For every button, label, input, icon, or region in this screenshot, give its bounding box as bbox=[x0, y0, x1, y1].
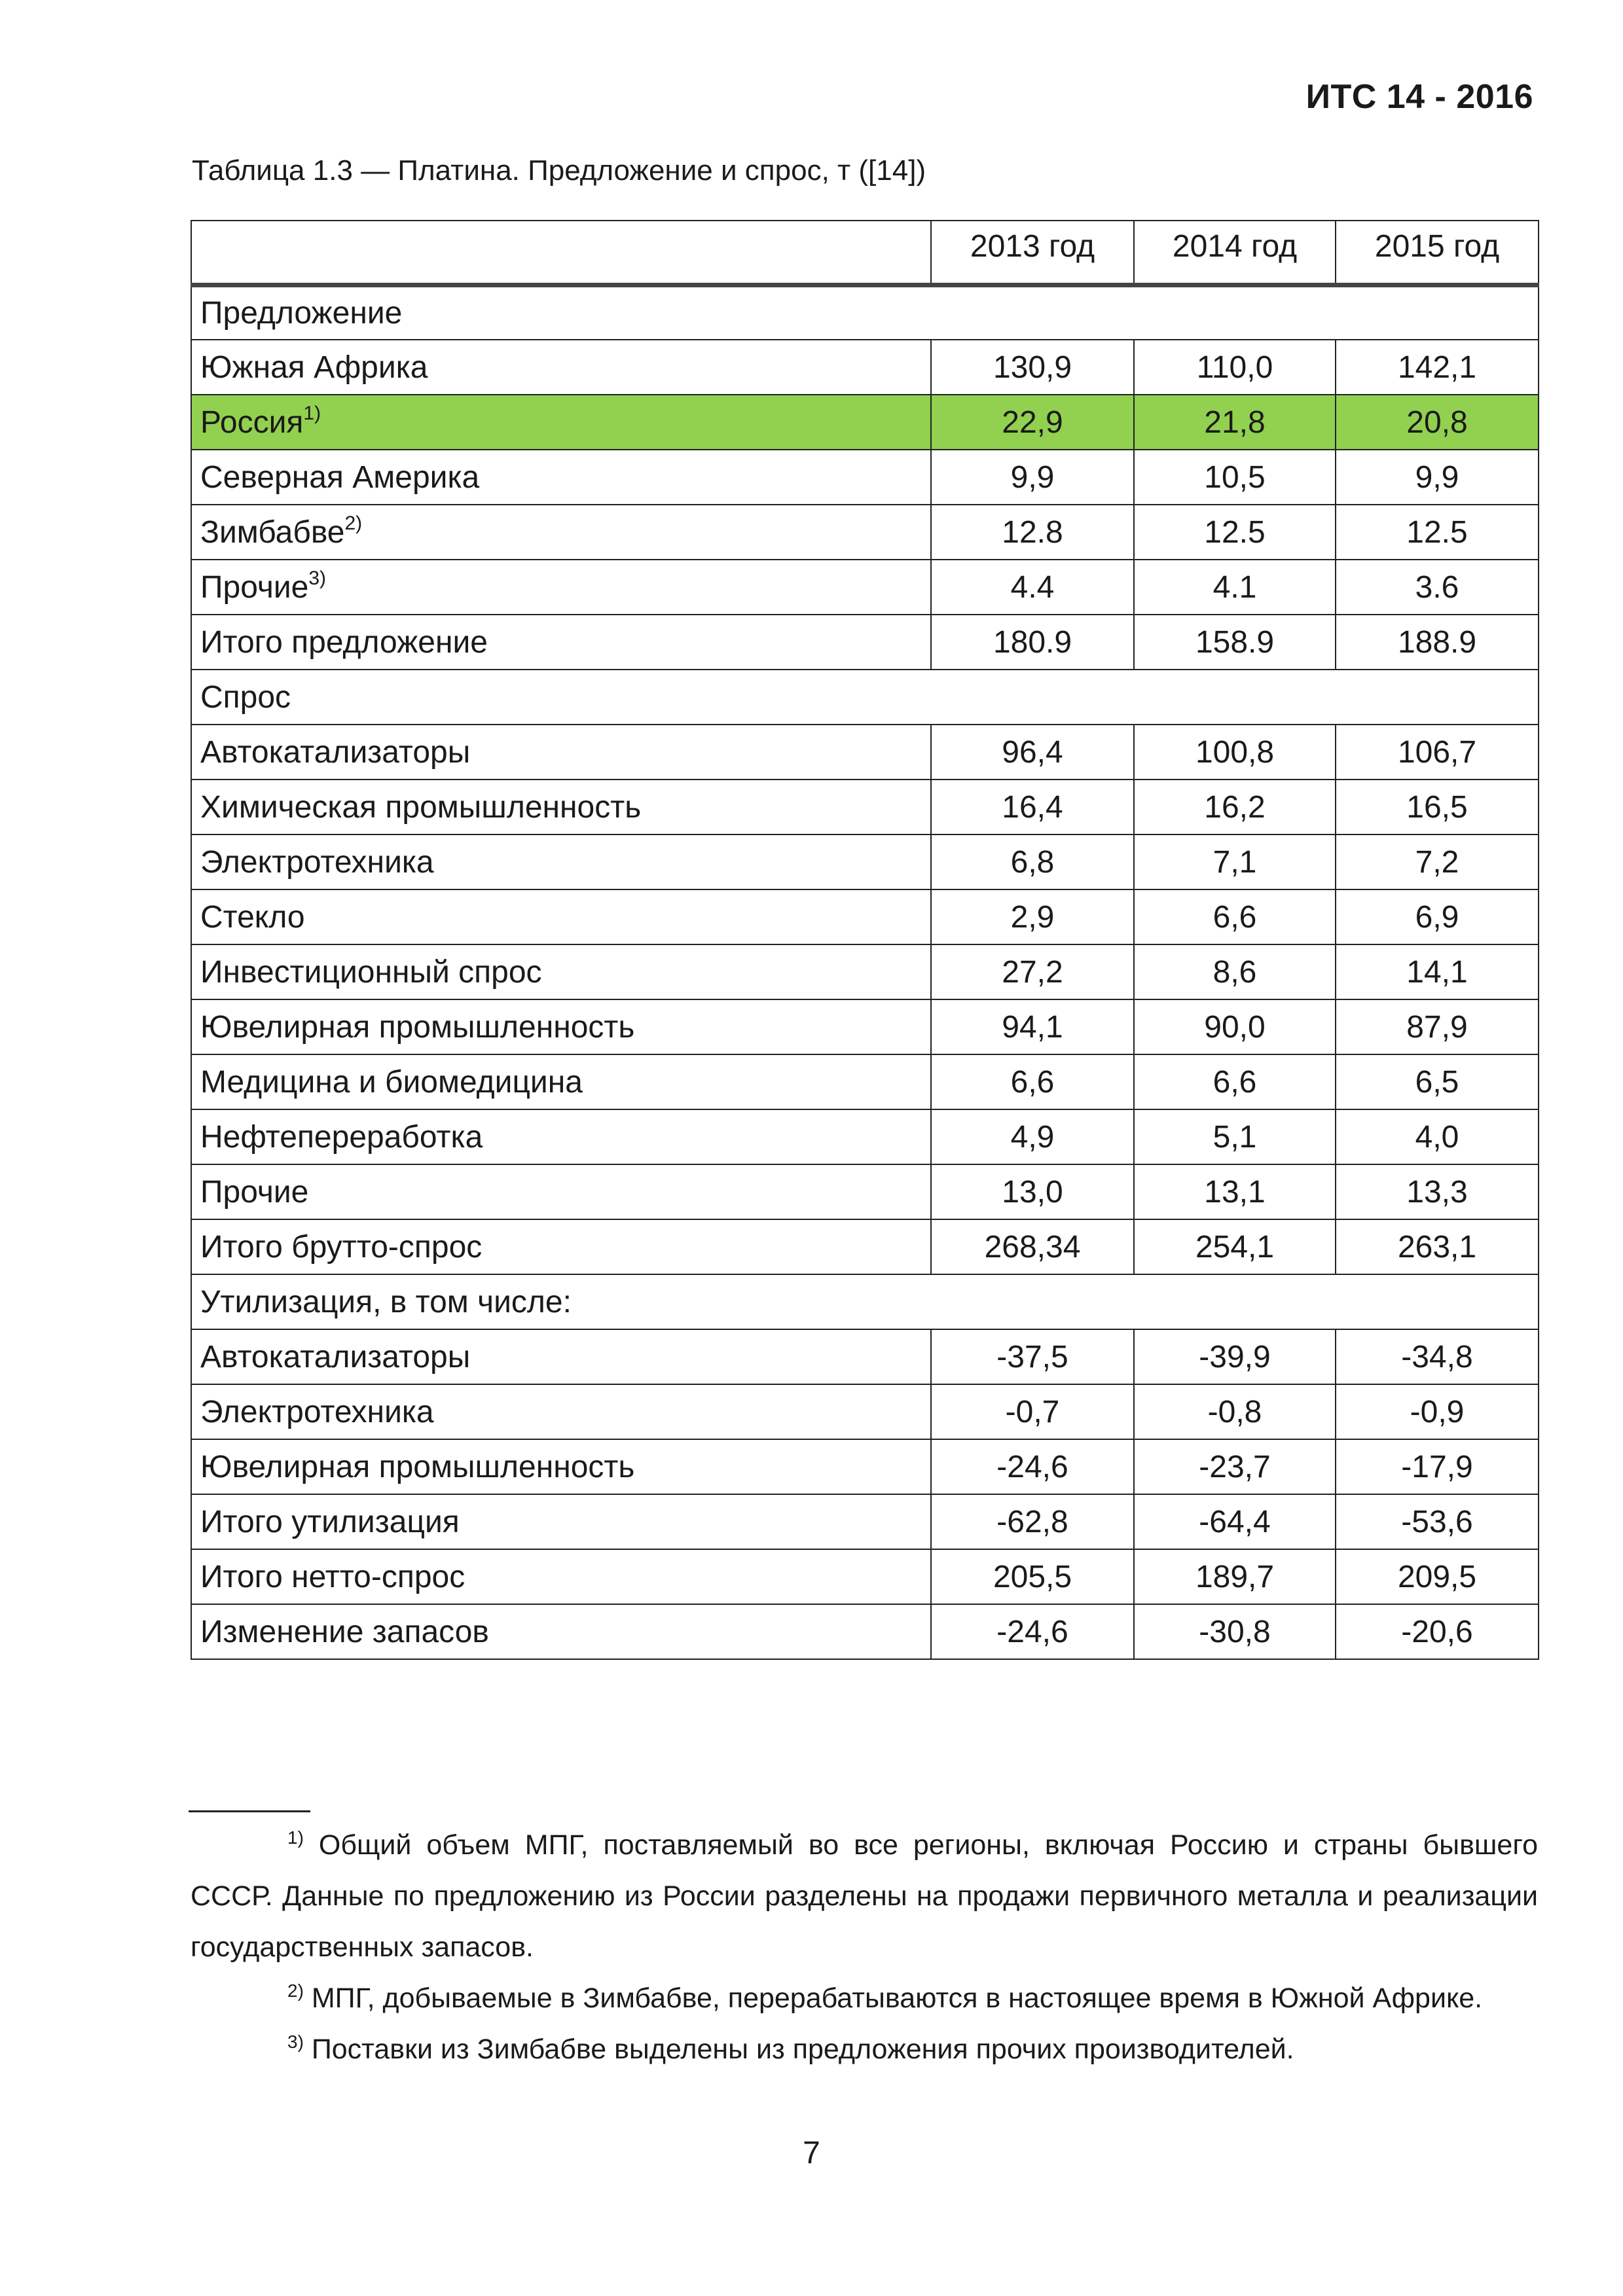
value-cell: -20,6 bbox=[1336, 1604, 1539, 1659]
value-cell: 27,2 bbox=[931, 944, 1134, 999]
row-label: Россия bbox=[200, 404, 304, 440]
value-cell: 13,3 bbox=[1336, 1164, 1539, 1219]
row-label: Медицина и биомедицина bbox=[200, 1064, 583, 1100]
header-cell-2015: 2015 год bbox=[1336, 221, 1539, 285]
value-cell: 12.5 bbox=[1336, 505, 1539, 560]
value-cell: 254,1 bbox=[1134, 1219, 1336, 1274]
value-cell: 6,9 bbox=[1336, 889, 1539, 944]
table-row bbox=[191, 1604, 1539, 1659]
value-cell: -37,5 bbox=[931, 1329, 1134, 1384]
table-row bbox=[191, 1439, 1539, 1494]
footnotes bbox=[191, 1820, 1538, 2075]
value-cell: 12.8 bbox=[931, 505, 1134, 560]
value-cell: 6,5 bbox=[1336, 1054, 1539, 1109]
value-cell: -17,9 bbox=[1336, 1439, 1539, 1494]
row-label-cell bbox=[191, 1439, 931, 1494]
value-cell: 263,1 bbox=[1336, 1219, 1539, 1274]
value-cell: 130,9 bbox=[931, 340, 1134, 395]
table-row bbox=[191, 1329, 1539, 1384]
row-label-cell bbox=[191, 560, 931, 615]
value-cell: 4,0 bbox=[1336, 1109, 1539, 1164]
value-cell: 4,9 bbox=[931, 1109, 1134, 1164]
table-row bbox=[191, 450, 1539, 505]
value-cell: 106,7 bbox=[1336, 725, 1539, 780]
section-label: Утилизация, в том числе: bbox=[191, 1274, 1539, 1329]
row-label-cell bbox=[191, 780, 931, 834]
value-cell: 142,1 bbox=[1336, 340, 1539, 395]
table-row bbox=[191, 340, 1539, 395]
value-cell: 13,1 bbox=[1134, 1164, 1336, 1219]
table-row bbox=[191, 615, 1539, 670]
platinum-supply-demand-table bbox=[191, 220, 1539, 1660]
table-row bbox=[191, 999, 1539, 1054]
section-row bbox=[191, 285, 1539, 340]
value-cell: -0,7 bbox=[931, 1384, 1134, 1439]
value-cell: 6,6 bbox=[1134, 889, 1336, 944]
value-cell: 2,9 bbox=[931, 889, 1134, 944]
table-row bbox=[191, 889, 1539, 944]
footnote-mark: 2) bbox=[287, 1981, 304, 2001]
row-label: Ювелирная промышленность bbox=[200, 1009, 635, 1045]
row-label-cell bbox=[191, 1219, 931, 1274]
value-cell: -53,6 bbox=[1336, 1494, 1539, 1549]
value-cell: -24,6 bbox=[931, 1439, 1134, 1494]
footnote-divider bbox=[189, 1810, 310, 1812]
value-cell: 90,0 bbox=[1134, 999, 1336, 1054]
row-label-cell bbox=[191, 340, 931, 395]
table-row bbox=[191, 1549, 1539, 1604]
row-label-cell bbox=[191, 889, 931, 944]
section-label: Спрос bbox=[191, 670, 1539, 725]
row-label: Инвестиционный спрос bbox=[200, 954, 542, 990]
value-cell: 188.9 bbox=[1336, 615, 1539, 670]
value-cell: 6,6 bbox=[1134, 1054, 1336, 1109]
value-cell: 6,8 bbox=[931, 834, 1134, 889]
value-cell: 12.5 bbox=[1134, 505, 1336, 560]
footnote bbox=[191, 1973, 1538, 2024]
value-cell: -0,9 bbox=[1336, 1384, 1539, 1439]
row-label-cell bbox=[191, 1164, 931, 1219]
value-cell: -39,9 bbox=[1134, 1329, 1336, 1384]
table-row bbox=[191, 780, 1539, 834]
value-cell: 180.9 bbox=[931, 615, 1134, 670]
row-label: Итого брутто-спрос bbox=[200, 1229, 483, 1265]
value-cell: 205,5 bbox=[931, 1549, 1134, 1604]
value-cell: 13,0 bbox=[931, 1164, 1134, 1219]
table-row bbox=[191, 944, 1539, 999]
row-label: Автокатализаторы bbox=[200, 734, 471, 770]
row-label: Итого предложение bbox=[200, 624, 488, 660]
value-cell: 22,9 bbox=[931, 395, 1134, 450]
row-label: Стекло bbox=[200, 899, 305, 935]
row-label: Итого нетто-спрос bbox=[200, 1559, 465, 1594]
value-cell: 158.9 bbox=[1134, 615, 1336, 670]
section-row bbox=[191, 1274, 1539, 1329]
value-cell: 7,2 bbox=[1336, 834, 1539, 889]
value-cell: 7,1 bbox=[1134, 834, 1336, 889]
value-cell: -0,8 bbox=[1134, 1384, 1336, 1439]
value-cell: -64,4 bbox=[1134, 1494, 1336, 1549]
table-row bbox=[191, 1384, 1539, 1439]
value-cell: 87,9 bbox=[1336, 999, 1539, 1054]
value-cell: 16,5 bbox=[1336, 780, 1539, 834]
value-cell: -24,6 bbox=[931, 1604, 1134, 1659]
row-label-cell bbox=[191, 944, 931, 999]
row-label-cell bbox=[191, 505, 931, 560]
row-label: Химическая промышленность bbox=[200, 789, 642, 825]
value-cell: 8,6 bbox=[1134, 944, 1336, 999]
header-cell-2013: 2013 год bbox=[931, 221, 1134, 285]
page-number: 7 bbox=[803, 2136, 820, 2170]
row-label-cell bbox=[191, 395, 931, 450]
row-label: Электротехника bbox=[200, 844, 434, 880]
footnote-text: МПГ, добываемые в Зимбабве, перерабатываются в настоящее время в Южной Африке. bbox=[303, 1982, 1483, 2014]
value-cell: 3.6 bbox=[1336, 560, 1539, 615]
value-cell: 20,8 bbox=[1336, 395, 1539, 450]
table-row bbox=[191, 505, 1539, 560]
value-cell: -62,8 bbox=[931, 1494, 1134, 1549]
table-row bbox=[191, 1109, 1539, 1164]
row-label: Прочие bbox=[200, 1174, 309, 1210]
table-row bbox=[191, 395, 1539, 450]
footnote-ref: 1) bbox=[303, 402, 321, 424]
footnote-ref: 2) bbox=[344, 512, 363, 534]
row-label: Электротехника bbox=[200, 1394, 434, 1429]
row-label: Южная Африка bbox=[200, 350, 428, 385]
value-cell: 268,34 bbox=[931, 1219, 1134, 1274]
header-cell-label bbox=[191, 221, 931, 285]
table-row bbox=[191, 1054, 1539, 1109]
footnote bbox=[191, 2024, 1538, 2075]
value-cell: -30,8 bbox=[1134, 1604, 1336, 1659]
row-label-cell bbox=[191, 1384, 931, 1439]
table-caption: Таблица 1.3 — Платина. Предложение и спрос, т ([14]) bbox=[192, 154, 926, 187]
value-cell: 21,8 bbox=[1134, 395, 1336, 450]
value-cell: 10,5 bbox=[1134, 450, 1336, 505]
value-cell: 110,0 bbox=[1134, 340, 1336, 395]
row-label: Ювелирная промышленность bbox=[200, 1449, 635, 1484]
value-cell: 16,4 bbox=[931, 780, 1134, 834]
value-cell: 6,6 bbox=[931, 1054, 1134, 1109]
value-cell: 94,1 bbox=[931, 999, 1134, 1054]
value-cell: 16,2 bbox=[1134, 780, 1336, 834]
value-cell: 4.4 bbox=[931, 560, 1134, 615]
table-row bbox=[191, 1219, 1539, 1274]
row-label-cell bbox=[191, 1329, 931, 1384]
footnote-ref: 3) bbox=[308, 567, 327, 589]
row-label-cell bbox=[191, 1494, 931, 1549]
value-cell: 189,7 bbox=[1134, 1549, 1336, 1604]
row-label: Нефтепереработка bbox=[200, 1119, 483, 1155]
table-body bbox=[191, 285, 1539, 1659]
row-label: Итого утилизация bbox=[200, 1504, 460, 1539]
value-cell: 100,8 bbox=[1134, 725, 1336, 780]
row-label: Прочие bbox=[200, 569, 309, 605]
row-label-cell bbox=[191, 834, 931, 889]
footnote-text: Общий объем МПГ, поставляемый во все регионы, включая Россию и страны бывшего СССР. Данные по предложению из России разделены на продажи первичного металла и реализации государственных запасов. bbox=[191, 1829, 1538, 1963]
value-cell: 9,9 bbox=[931, 450, 1134, 505]
table-row bbox=[191, 1164, 1539, 1219]
footnote-text: Поставки из Зимбабве выделены из предложения прочих производителей. bbox=[303, 2034, 1294, 2065]
footnote-mark: 3) bbox=[287, 2032, 304, 2052]
row-label: Северная Америка bbox=[200, 459, 480, 495]
table-row bbox=[191, 560, 1539, 615]
value-cell: 14,1 bbox=[1336, 944, 1539, 999]
footnote-mark: 1) bbox=[287, 1827, 304, 1848]
row-label-cell bbox=[191, 1054, 931, 1109]
value-cell: 9,9 bbox=[1336, 450, 1539, 505]
table-header-row bbox=[191, 221, 1539, 285]
value-cell: 4.1 bbox=[1134, 560, 1336, 615]
row-label-cell bbox=[191, 615, 931, 670]
footnote bbox=[191, 1820, 1538, 1973]
row-label-cell bbox=[191, 725, 931, 780]
row-label-cell bbox=[191, 999, 931, 1054]
section-row bbox=[191, 670, 1539, 725]
table-row bbox=[191, 725, 1539, 780]
value-cell: 5,1 bbox=[1134, 1109, 1336, 1164]
row-label: Автокатализаторы bbox=[200, 1339, 471, 1374]
section-label: Предложение bbox=[191, 285, 1539, 340]
table-row bbox=[191, 834, 1539, 889]
document-code: ИТС 14 - 2016 bbox=[1305, 78, 1533, 116]
table-row bbox=[191, 1494, 1539, 1549]
row-label-cell bbox=[191, 450, 931, 505]
header-cell-2014: 2014 год bbox=[1134, 221, 1336, 285]
row-label-cell bbox=[191, 1109, 931, 1164]
row-label-cell bbox=[191, 1549, 931, 1604]
row-label-cell bbox=[191, 1604, 931, 1659]
value-cell: -34,8 bbox=[1336, 1329, 1539, 1384]
row-label: Изменение запасов bbox=[200, 1614, 489, 1649]
row-label: Зимбабве bbox=[200, 514, 345, 550]
value-cell: 96,4 bbox=[931, 725, 1134, 780]
value-cell: 209,5 bbox=[1336, 1549, 1539, 1604]
value-cell: -23,7 bbox=[1134, 1439, 1336, 1494]
